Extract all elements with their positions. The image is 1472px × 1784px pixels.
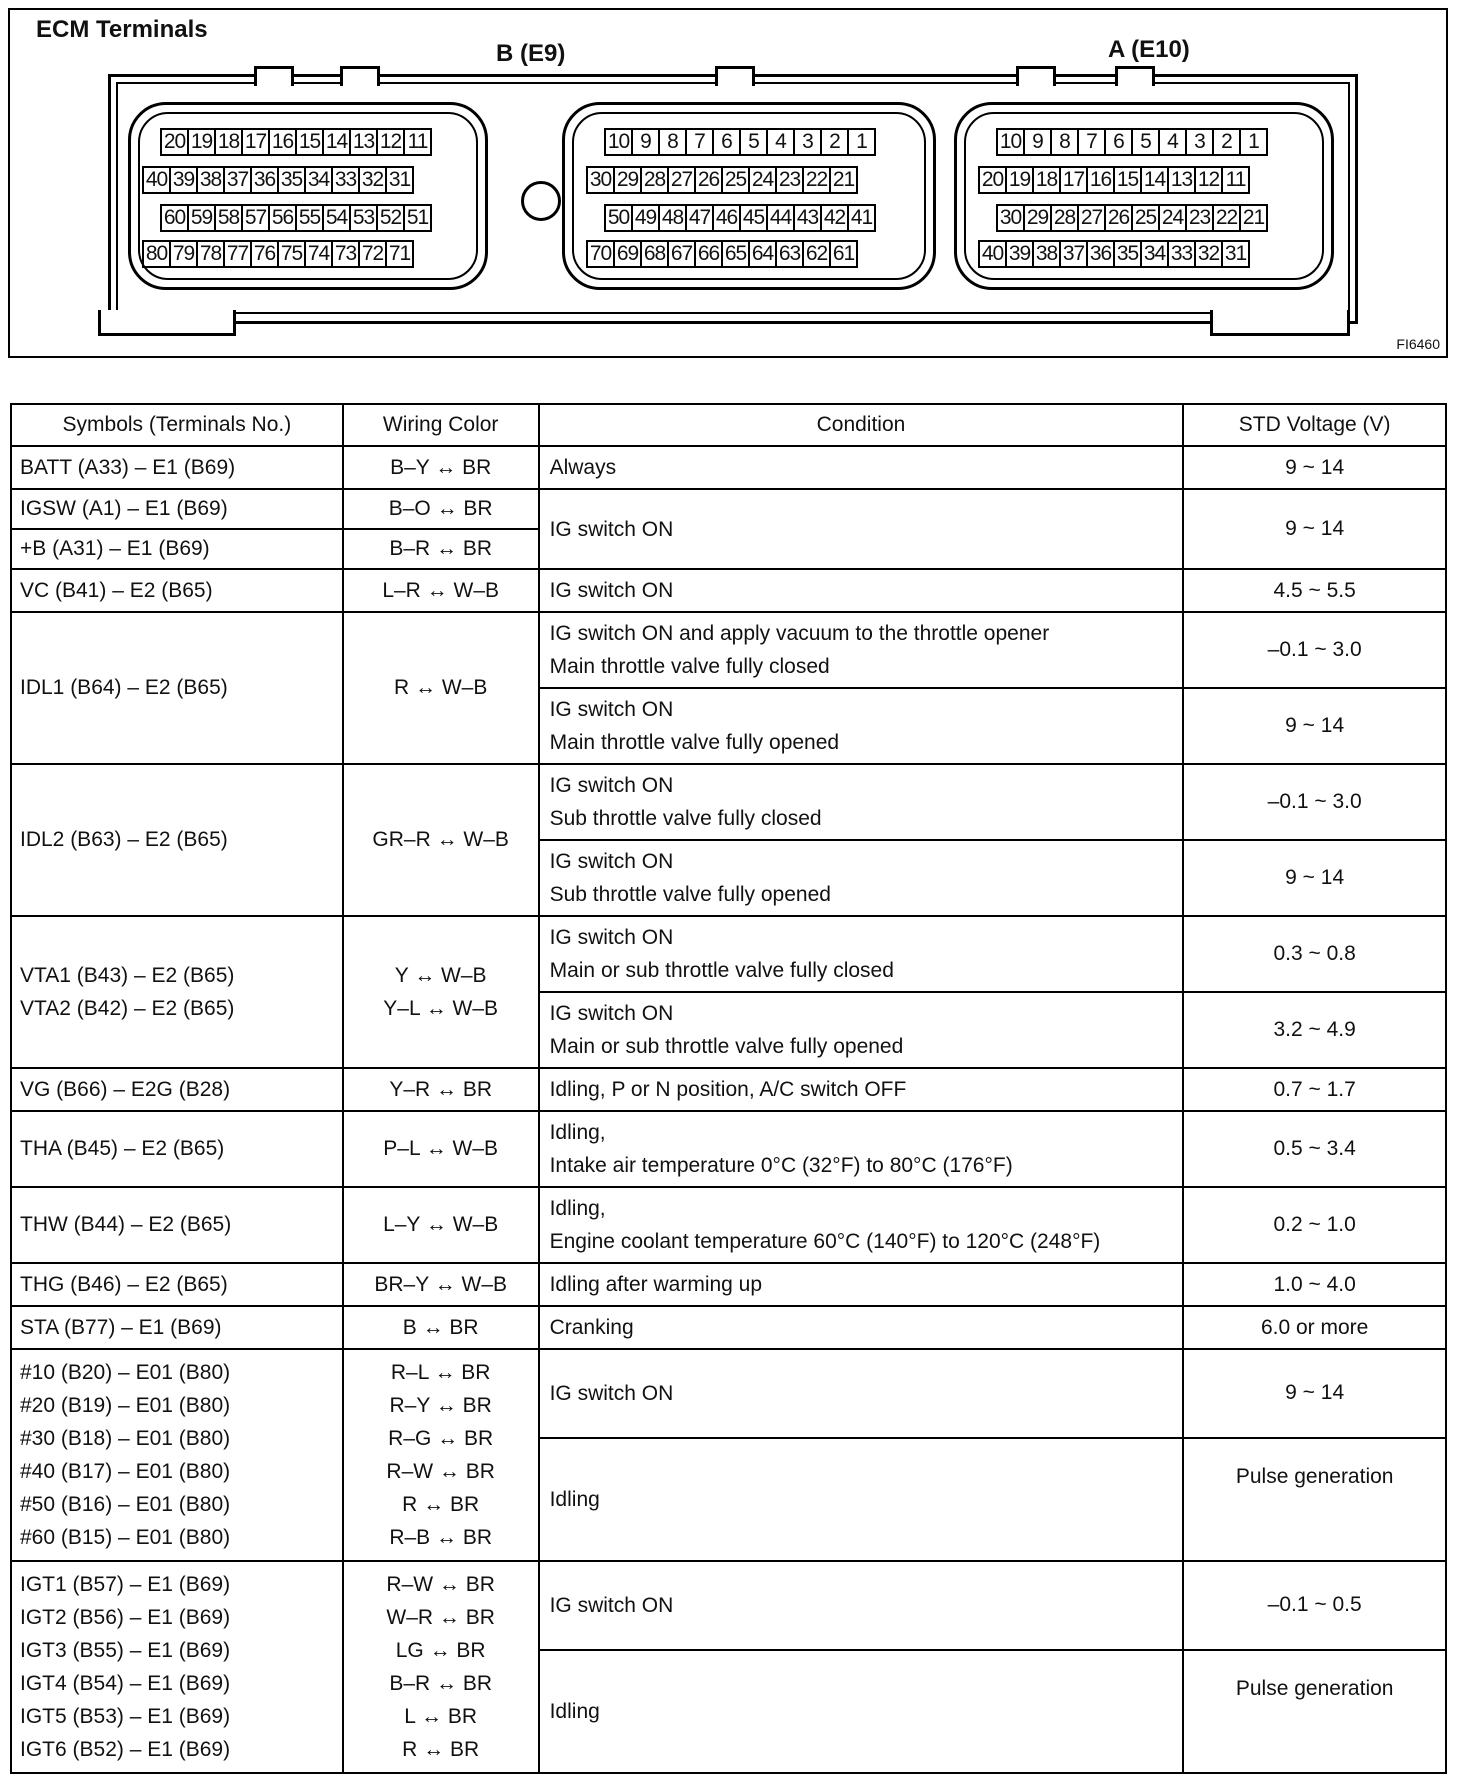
wiring-cell: GR–R ↔ W–B	[343, 764, 539, 916]
symbol-cell: THW (B44) – E2 (B65)	[11, 1187, 343, 1263]
terminal-pin: 61	[829, 240, 858, 268]
terminal-pin: 13	[349, 128, 378, 156]
symbol-line: IGT5 (B53) – E1 (B69)	[20, 1705, 231, 1728]
terminal-pin: 38	[1032, 240, 1061, 268]
pin-row	[160, 128, 430, 156]
terminal-pin: 6	[712, 128, 741, 156]
wiring-cell: L–R ↔ W–B	[343, 569, 539, 612]
condition-cell: Idling	[539, 1650, 1184, 1774]
wiring-line: R–Y ↔ BR	[389, 1394, 492, 1417]
pin-row	[586, 166, 856, 194]
condition-line: IG switch ON	[549, 850, 674, 873]
symbol-cell: BATT (A33) – E1 (B69)	[11, 446, 343, 489]
condition-cell: Idling, P or N position, A/C switch OFF	[539, 1068, 1184, 1111]
terminal-pin: 5	[739, 128, 768, 156]
condition-line: Sub throttle valve fully closed	[549, 807, 822, 830]
wiring-cell: B–R ↔ BR	[343, 529, 539, 569]
terminal-pin: 26	[694, 166, 723, 194]
terminal-pin: 17	[1059, 166, 1088, 194]
table-row	[11, 1111, 1446, 1187]
voltage-cell: 9 ~ 14	[1183, 1349, 1446, 1438]
table-row	[11, 1263, 1446, 1306]
terminal-pin: 49	[631, 204, 660, 232]
terminal-pin: 2	[820, 128, 849, 156]
terminal-pin: 28	[640, 166, 669, 194]
terminal-pin: 37	[1059, 240, 1088, 268]
connector-a-label: A (E10)	[1108, 36, 1190, 63]
table-row	[11, 446, 1446, 489]
terminal-pin: 42	[820, 204, 849, 232]
voltage-cell: 0.2 ~ 1.0	[1183, 1187, 1446, 1263]
terminal-pin: 10	[604, 128, 633, 156]
terminal-pin: 16	[268, 128, 297, 156]
symbol-cell: IDL2 (B63) – E2 (B65)	[11, 764, 343, 916]
terminal-pin: 3	[1185, 128, 1214, 156]
symbol-cell	[11, 916, 343, 1068]
symbol-cell: STA (B77) – E1 (B69)	[11, 1306, 343, 1349]
terminal-pin: 68	[640, 240, 669, 268]
voltage-cell: 9 ~ 14	[1183, 446, 1446, 489]
terminal-pin: 44	[766, 204, 795, 232]
terminal-pin: 64	[748, 240, 777, 268]
wiring-cell: R ↔ W–B	[343, 612, 539, 764]
terminal-pin: 26	[1104, 204, 1133, 232]
symbol-cell: IGSW (A1) – E1 (B69)	[11, 489, 343, 529]
terminal-pin: 62	[802, 240, 831, 268]
terminal-pin: 19	[187, 128, 216, 156]
connector-b-label: B (E9)	[496, 40, 566, 67]
terminal-pin: 11	[403, 128, 432, 156]
condition-cell	[539, 840, 1184, 916]
terminal-pin: 30	[996, 204, 1025, 232]
condition-line: Sub throttle valve fully opened	[549, 883, 831, 906]
condition-line: Engine coolant temperature 60°C (140°F) to 120°C (248°F)	[549, 1230, 1101, 1253]
terminal-pin: 53	[349, 204, 378, 232]
condition-cell: IG switch ON	[539, 489, 1184, 569]
terminal-pin: 39	[1005, 240, 1034, 268]
wiring-line: B–R ↔ BR	[389, 1672, 493, 1695]
voltage-cell: Pulse generation	[1183, 1650, 1446, 1774]
terminal-pin: 20	[978, 166, 1007, 194]
terminal-pin: 46	[712, 204, 741, 232]
symbol-cell: +B (A31) – E1 (B69)	[11, 529, 343, 569]
condition-cell: IG switch ON	[539, 569, 1184, 612]
terminal-pin: 8	[1050, 128, 1079, 156]
terminal-pin: 60	[160, 204, 189, 232]
pin-row	[586, 240, 856, 268]
terminal-pin: 75	[277, 240, 306, 268]
condition-cell: Cranking	[539, 1306, 1184, 1349]
terminal-pin: 15	[1113, 166, 1142, 194]
wiring-line: R–B ↔ BR	[389, 1526, 493, 1549]
terminal-pin: 48	[658, 204, 687, 232]
symbol-line: IGT4 (B54) – E1 (B69)	[20, 1672, 231, 1695]
terminal-pin: 54	[322, 204, 351, 232]
terminal-pin: 38	[196, 166, 225, 194]
terminal-pin: 15	[295, 128, 324, 156]
pin-row	[996, 128, 1266, 156]
terminal-pin: 18	[214, 128, 243, 156]
table-row	[11, 569, 1446, 612]
terminal-pin: 40	[978, 240, 1007, 268]
terminal-pin: 73	[331, 240, 360, 268]
terminal-pin: 79	[169, 240, 198, 268]
terminal-pin: 14	[322, 128, 351, 156]
terminal-pin: 7	[685, 128, 714, 156]
wiring-cell: BR–Y ↔ W–B	[343, 1263, 539, 1306]
voltage-cell: –0.1 ~ 3.0	[1183, 612, 1446, 688]
voltage-cell: 1.0 ~ 4.0	[1183, 1263, 1446, 1306]
terminal-pin: 55	[295, 204, 324, 232]
wiring-line: Y ↔ W–B	[394, 964, 487, 987]
terminal-pin: 29	[613, 166, 642, 194]
terminal-pin: 1	[1239, 128, 1268, 156]
terminal-pin: 77	[223, 240, 252, 268]
condition-cell: IG switch ON	[539, 1349, 1184, 1438]
terminal-pin: 31	[1221, 240, 1250, 268]
terminal-pin: 4	[1158, 128, 1187, 156]
pin-row	[604, 128, 874, 156]
voltage-cell: 9 ~ 14	[1183, 688, 1446, 764]
terminal-pin: 32	[358, 166, 387, 194]
wiring-cell	[343, 1349, 539, 1561]
terminal-pin: 47	[685, 204, 714, 232]
terminal-pin: 27	[667, 166, 696, 194]
terminal-pin: 24	[1158, 204, 1187, 232]
symbol-line: VTA1 (B43) – E2 (B65)	[20, 964, 235, 987]
terminal-pin: 19	[1005, 166, 1034, 194]
symbol-line: IGT6 (B52) – E1 (B69)	[20, 1738, 231, 1761]
header-symbols: Symbols (Terminals No.)	[11, 404, 343, 446]
terminal-pin: 10	[996, 128, 1025, 156]
symbol-line: IGT2 (B56) – E1 (B69)	[20, 1606, 231, 1629]
terminal-pin: 3	[793, 128, 822, 156]
terminal-pin: 36	[250, 166, 279, 194]
wiring-cell: L–Y ↔ W–B	[343, 1187, 539, 1263]
terminal-pin: 37	[223, 166, 252, 194]
condition-line: IG switch ON	[549, 698, 674, 721]
condition-line: Intake air temperature 0°C (32°F) to 80°C (176°F)	[549, 1154, 1013, 1177]
latch-tab	[1115, 66, 1155, 86]
wiring-line: R ↔ BR	[402, 1493, 480, 1516]
terminal-pin: 78	[196, 240, 225, 268]
mounting-hole	[521, 181, 561, 221]
latch-tab	[1016, 66, 1056, 86]
condition-line: Idling,	[549, 1197, 606, 1220]
voltage-cell: 9 ~ 14	[1183, 489, 1446, 569]
terminal-pin: 23	[775, 166, 804, 194]
wiring-line: R–G ↔ BR	[388, 1427, 494, 1450]
terminal-pin: 20	[160, 128, 189, 156]
wiring-line: Y–L ↔ W–B	[383, 997, 499, 1020]
wiring-line: R–W ↔ BR	[386, 1460, 495, 1483]
wiring-cell: B ↔ BR	[343, 1306, 539, 1349]
condition-line: IG switch ON	[549, 926, 674, 949]
condition-line: Main throttle valve fully opened	[549, 731, 840, 754]
condition-cell: Always	[539, 446, 1184, 489]
condition-line: IG switch ON	[549, 1002, 674, 1025]
condition-cell	[539, 612, 1184, 688]
symbol-line: IGT3 (B55) – E1 (B69)	[20, 1639, 231, 1662]
terminal-pin: 21	[1239, 204, 1268, 232]
wiring-line: R ↔ BR	[402, 1738, 480, 1761]
terminal-pin: 33	[331, 166, 360, 194]
wiring-line: LG ↔ BR	[395, 1639, 486, 1662]
terminal-pin: 22	[802, 166, 831, 194]
terminal-pin: 34	[1140, 240, 1169, 268]
terminal-pin: 33	[1167, 240, 1196, 268]
terminal-pin: 59	[187, 204, 216, 232]
terminal-pin: 63	[775, 240, 804, 268]
wiring-line: R–L ↔ BR	[390, 1361, 491, 1384]
symbol-cell: VC (B41) – E2 (B65)	[11, 569, 343, 612]
table-row	[11, 489, 1446, 529]
terminal-pin: 27	[1077, 204, 1106, 232]
latch-tab	[254, 66, 294, 86]
terminal-pin: 12	[376, 128, 405, 156]
pin-row	[978, 166, 1248, 194]
terminal-pin: 24	[748, 166, 777, 194]
symbol-line: IGT1 (B57) – E1 (B69)	[20, 1573, 231, 1596]
symbol-line: #20 (B19) – E01 (B80)	[20, 1394, 231, 1417]
table-row	[11, 1349, 1446, 1438]
condition-cell: IG switch ON	[539, 1561, 1184, 1650]
symbol-cell: IDL1 (B64) – E2 (B65)	[11, 612, 343, 764]
pin-row	[142, 166, 412, 194]
condition-cell	[539, 916, 1184, 992]
terminal-pin: 28	[1050, 204, 1079, 232]
ecm-terminal-diagram	[8, 8, 1448, 358]
terminal-pin: 35	[277, 166, 306, 194]
pin-row	[604, 204, 874, 232]
table-header-row	[11, 404, 1446, 446]
terminal-pin: 51	[403, 204, 432, 232]
voltage-cell: –0.1 ~ 0.5	[1183, 1561, 1446, 1650]
condition-cell	[539, 688, 1184, 764]
wiring-line: L ↔ BR	[404, 1705, 478, 1728]
symbol-cell	[11, 1561, 343, 1773]
header-wiring-color: Wiring Color	[343, 404, 539, 446]
condition-line: Idling,	[549, 1121, 606, 1144]
terminal-pin: 57	[241, 204, 270, 232]
terminal-pin: 5	[1131, 128, 1160, 156]
pin-row	[160, 204, 430, 232]
condition-line: Main or sub throttle valve fully opened	[549, 1035, 904, 1058]
terminal-pin: 76	[250, 240, 279, 268]
terminal-pin: 22	[1212, 204, 1241, 232]
table-row	[11, 1187, 1446, 1263]
header-condition: Condition	[539, 404, 1184, 446]
table-row	[11, 764, 1446, 840]
symbol-line: #10 (B20) – E01 (B80)	[20, 1361, 231, 1384]
terminal-pin: 71	[385, 240, 414, 268]
table-row	[11, 1561, 1446, 1650]
pin-row	[142, 240, 412, 268]
latch-tab	[715, 66, 755, 86]
terminal-pin: 23	[1185, 204, 1214, 232]
terminal-pin: 66	[694, 240, 723, 268]
mount-tab	[98, 310, 236, 336]
diagram-title: ECM Terminals	[36, 16, 208, 43]
voltage-cell: 9 ~ 14	[1183, 840, 1446, 916]
terminal-pin: 8	[658, 128, 687, 156]
wiring-cell: B–Y ↔ BR	[343, 446, 539, 489]
pin-row	[978, 240, 1248, 268]
terminal-pin: 6	[1104, 128, 1133, 156]
terminal-pin: 56	[268, 204, 297, 232]
wiring-cell	[343, 1561, 539, 1773]
figure-id: FI6460	[1396, 336, 1440, 352]
wiring-line: R–W ↔ BR	[386, 1573, 495, 1596]
terminal-pin: 32	[1194, 240, 1223, 268]
condition-line: IG switch ON	[549, 774, 674, 797]
terminal-pin: 31	[385, 166, 414, 194]
terminal-pin: 18	[1032, 166, 1061, 194]
terminal-pin: 9	[1023, 128, 1052, 156]
terminal-pin: 41	[847, 204, 876, 232]
terminal-pin: 65	[721, 240, 750, 268]
pin-row	[996, 204, 1266, 232]
symbol-line: #60 (B15) – E01 (B80)	[20, 1526, 231, 1549]
terminal-pin: 45	[739, 204, 768, 232]
wiring-line: W–R ↔ BR	[386, 1606, 495, 1629]
condition-line: Main throttle valve fully closed	[549, 655, 830, 678]
table-row	[11, 1306, 1446, 1349]
terminal-pin: 21	[829, 166, 858, 194]
terminal-pin: 11	[1221, 166, 1250, 194]
voltage-cell: 3.2 ~ 4.9	[1183, 992, 1446, 1068]
terminal-pin: 52	[376, 204, 405, 232]
table-row	[11, 1068, 1446, 1111]
terminal-pin: 1	[847, 128, 876, 156]
terminal-pin: 9	[631, 128, 660, 156]
terminal-pin: 43	[793, 204, 822, 232]
voltage-cell: 0.5 ~ 3.4	[1183, 1111, 1446, 1187]
table-row	[11, 612, 1446, 688]
terminal-pin: 30	[586, 166, 615, 194]
condition-cell: Idling	[539, 1438, 1184, 1562]
terminal-pin: 69	[613, 240, 642, 268]
symbol-cell	[11, 1349, 343, 1561]
terminal-pin: 72	[358, 240, 387, 268]
condition-line: Main or sub throttle valve fully closed	[549, 959, 894, 982]
voltage-cell: 0.7 ~ 1.7	[1183, 1068, 1446, 1111]
header-std-voltage: STD Voltage (V)	[1183, 404, 1446, 446]
symbol-cell: THG (B46) – E2 (B65)	[11, 1263, 343, 1306]
terminal-pin: 80	[142, 240, 171, 268]
terminal-pin: 13	[1167, 166, 1196, 194]
terminal-pin: 25	[1131, 204, 1160, 232]
voltage-cell: 0.3 ~ 0.8	[1183, 916, 1446, 992]
condition-cell	[539, 1187, 1184, 1263]
terminal-pin: 29	[1023, 204, 1052, 232]
condition-cell	[539, 992, 1184, 1068]
terminal-pin: 40	[142, 166, 171, 194]
symbol-line: #30 (B18) – E01 (B80)	[20, 1427, 231, 1450]
symbol-cell: THA (B45) – E2 (B65)	[11, 1111, 343, 1187]
terminal-pin: 50	[604, 204, 633, 232]
terminal-pin: 7	[1077, 128, 1106, 156]
terminal-pin: 58	[214, 204, 243, 232]
wiring-cell	[343, 916, 539, 1068]
voltage-cell: 6.0 or more	[1183, 1306, 1446, 1349]
wiring-cell: P–L ↔ W–B	[343, 1111, 539, 1187]
condition-cell	[539, 1111, 1184, 1187]
terminal-pin: 39	[169, 166, 198, 194]
terminal-pin: 16	[1086, 166, 1115, 194]
voltage-cell: Pulse generation	[1183, 1438, 1446, 1562]
symbol-line: VTA2 (B42) – E2 (B65)	[20, 997, 235, 1020]
terminal-pin: 4	[766, 128, 795, 156]
symbol-line: #40 (B17) – E01 (B80)	[20, 1460, 231, 1483]
condition-cell	[539, 764, 1184, 840]
voltage-cell: –0.1 ~ 3.0	[1183, 764, 1446, 840]
table-row	[11, 916, 1446, 992]
terminal-pin: 2	[1212, 128, 1241, 156]
symbol-cell: VG (B66) – E2G (B28)	[11, 1068, 343, 1111]
wiring-cell: B–O ↔ BR	[343, 489, 539, 529]
condition-cell: Idling after warming up	[539, 1263, 1184, 1306]
wiring-cell: Y–R ↔ BR	[343, 1068, 539, 1111]
terminal-pin: 17	[241, 128, 270, 156]
terminal-pin: 25	[721, 166, 750, 194]
terminal-pin: 35	[1113, 240, 1142, 268]
terminal-pin: 70	[586, 240, 615, 268]
terminal-pin: 34	[304, 166, 333, 194]
terminal-pin: 67	[667, 240, 696, 268]
condition-line: IG switch ON and apply vacuum to the throttle opener	[549, 622, 1050, 645]
terminal-pin: 74	[304, 240, 333, 268]
mount-tab	[1210, 310, 1350, 336]
latch-tab	[340, 66, 380, 86]
terminal-pin: 36	[1086, 240, 1115, 268]
voltage-cell: 4.5 ~ 5.5	[1183, 569, 1446, 612]
terminal-pin: 14	[1140, 166, 1169, 194]
terminal-pin: 12	[1194, 166, 1223, 194]
symbol-line: #50 (B16) – E01 (B80)	[20, 1493, 231, 1516]
ecm-terminal-voltage-table	[10, 403, 1447, 1774]
